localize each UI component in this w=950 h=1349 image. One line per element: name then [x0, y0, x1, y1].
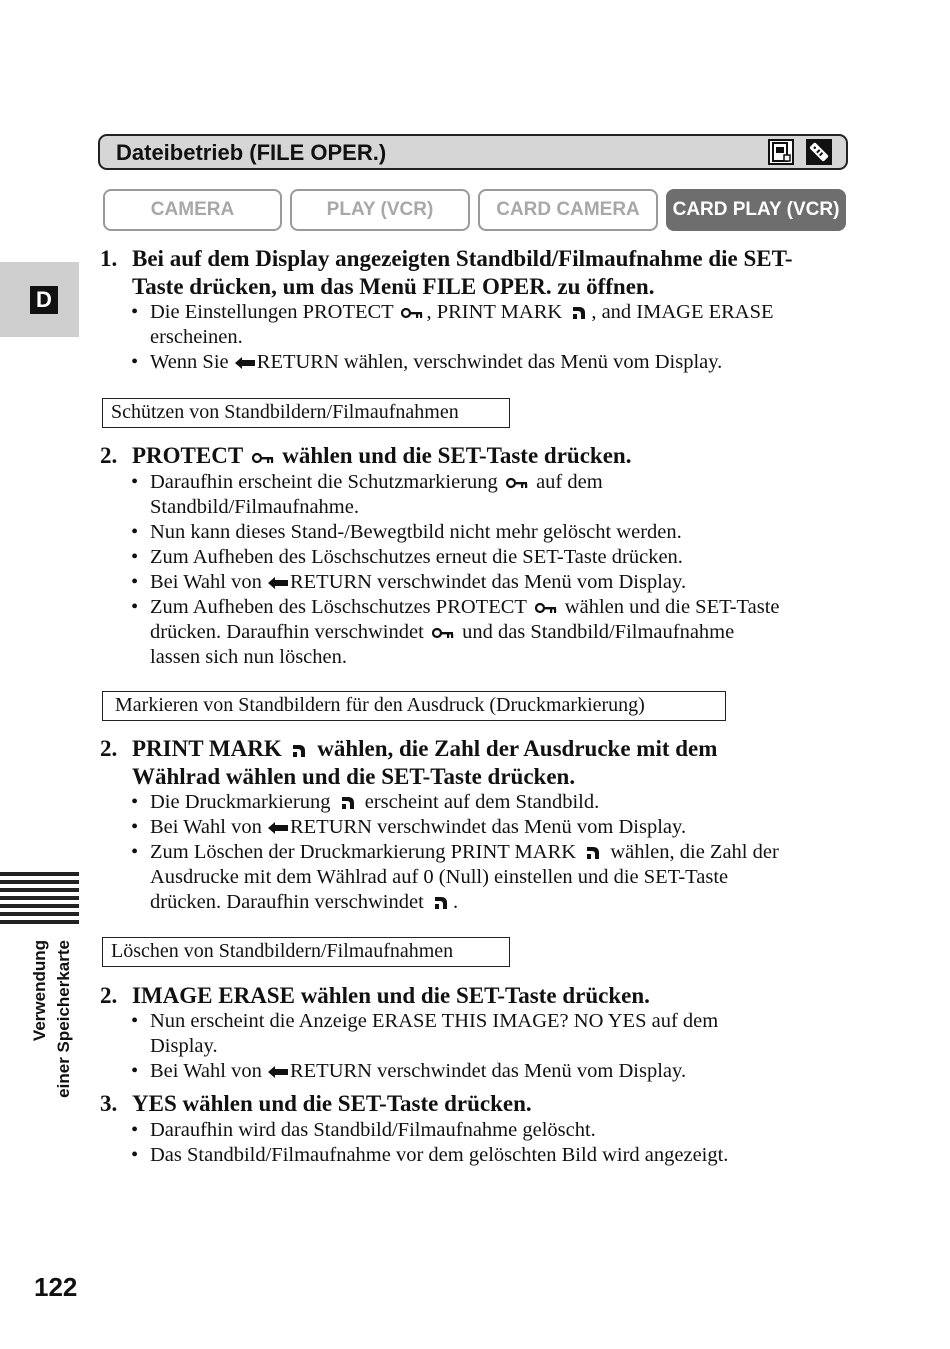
bullet: • — [131, 471, 139, 493]
return-arrow-icon — [234, 356, 256, 370]
card-icon — [768, 139, 794, 165]
side-label-line2: einer Speicherkarte — [54, 940, 73, 1098]
bullet: • — [131, 1144, 139, 1166]
list-item-cont: lassen sich nun löschen. — [150, 646, 347, 668]
mode-play-vcr: PLAY (VCR) — [290, 189, 470, 231]
list-item: Zum Aufheben des Löschschutzes erneut die SET-Taste drücken. — [150, 546, 683, 568]
print-mark-icon — [571, 305, 587, 321]
list-item: Die Einstellungen PROTECT , PRINT MARK , and IMAGE ERASE — [150, 301, 774, 323]
protect-key-icon — [252, 452, 274, 464]
bullet: • — [131, 841, 139, 863]
return-arrow-icon — [267, 1065, 289, 1079]
bullet: • — [131, 301, 139, 323]
list-item: Daraufhin wird das Standbild/Filmaufnahme gelöscht. — [150, 1119, 596, 1141]
protect-key-icon — [401, 307, 423, 319]
list-item-cont: drücken. Daraufhin verschwindet . — [150, 891, 459, 913]
bullet: • — [131, 521, 139, 543]
side-label-line1: Verwendung — [30, 940, 49, 1042]
mode-card-play-vcr: CARD PLAY (VCR) — [666, 189, 846, 231]
list-item: Zum Löschen der Druckmarkierung PRINT MARK wählen, die Zahl der — [150, 841, 779, 863]
section-header — [98, 134, 848, 170]
bullet: • — [131, 351, 139, 373]
list-item-cont: erscheinen. — [150, 326, 243, 348]
remote-icon — [806, 139, 832, 165]
step-text: Bei auf dem Display angezeigten Standbild/Filmaufnahme die SET- — [132, 246, 793, 271]
step-number: 1. — [100, 246, 118, 271]
mode-camera: CAMERA — [103, 189, 282, 231]
bullet: • — [131, 596, 139, 618]
list-item: Daraufhin erscheint die Schutzmarkierung auf dem — [150, 471, 603, 493]
step-text: Taste drücken, um das Menü FILE OPER. zu öffnen. — [132, 274, 655, 299]
chapter-tab-label: D — [30, 286, 58, 314]
return-arrow-icon — [267, 576, 289, 590]
bullet: • — [131, 816, 139, 838]
side-stripes — [0, 872, 79, 928]
list-item: Nun kann dieses Stand-/Bewegtbild nicht mehr gelöscht werden. — [150, 521, 682, 543]
mode-card-camera: CARD CAMERA — [478, 189, 658, 231]
list-item-cont: Display. — [150, 1035, 218, 1057]
list-item: Die Druckmarkierung erscheint auf dem Standbild. — [150, 791, 600, 813]
bullet: • — [131, 571, 139, 593]
bullet: • — [131, 1010, 139, 1032]
list-item: Bei Wahl von RETURN verschwindet das Menü vom Display. — [150, 571, 687, 593]
list-item: Wenn Sie RETURN wählen, verschwindet das Menü vom Display. — [150, 351, 723, 373]
print-mark-icon — [585, 845, 601, 861]
page-number: 122 — [34, 1272, 78, 1302]
list-item: Das Standbild/Filmaufnahme vor dem gelöschten Bild wird angezeigt. — [150, 1144, 729, 1166]
bullet: • — [131, 546, 139, 568]
list-item: Bei Wahl von RETURN verschwindet das Menü vom Display. — [150, 1060, 687, 1082]
protect-key-icon — [535, 602, 557, 614]
print-mark-icon — [291, 743, 307, 759]
bullet: • — [131, 1060, 139, 1082]
side-section-label — [28, 940, 84, 1140]
print-mark-icon — [433, 895, 449, 911]
return-arrow-icon — [267, 821, 289, 835]
list-item-cont: drücken. Daraufhin verschwindet und das Standbild/Filmaufnahme — [150, 621, 735, 643]
section-title: Dateibetrieb (FILE OPER.) — [116, 140, 387, 165]
bullet: • — [131, 1119, 139, 1141]
bullet: • — [131, 791, 139, 813]
subsection-title-protect: Schützen von Standbildern/Filmaufnahmen — [102, 398, 510, 428]
list-item: Bei Wahl von RETURN verschwindet das Menü vom Display. — [150, 816, 687, 838]
subsection-title-erase: Löschen von Standbildern/Filmaufnahmen — [102, 937, 510, 967]
list-item-cont: Standbild/Filmaufnahme. — [150, 496, 359, 518]
list-item: Zum Aufheben des Löschschutzes PROTECT wählen und die SET-Taste — [150, 596, 780, 618]
protect-key-icon — [506, 477, 528, 489]
list-item-cont: Ausdrucke mit dem Wählrad auf 0 (Null) einstellen und die SET-Taste — [150, 866, 729, 888]
chapter-tab — [0, 262, 79, 337]
protect-key-icon — [432, 627, 454, 639]
list-item: Nun erscheint die Anzeige ERASE THIS IMAGE? NO YES auf dem — [150, 1010, 719, 1032]
print-mark-icon — [340, 795, 356, 811]
subsection-title-print: Markieren von Standbildern für den Ausdruck (Druckmarkierung) — [102, 691, 726, 721]
